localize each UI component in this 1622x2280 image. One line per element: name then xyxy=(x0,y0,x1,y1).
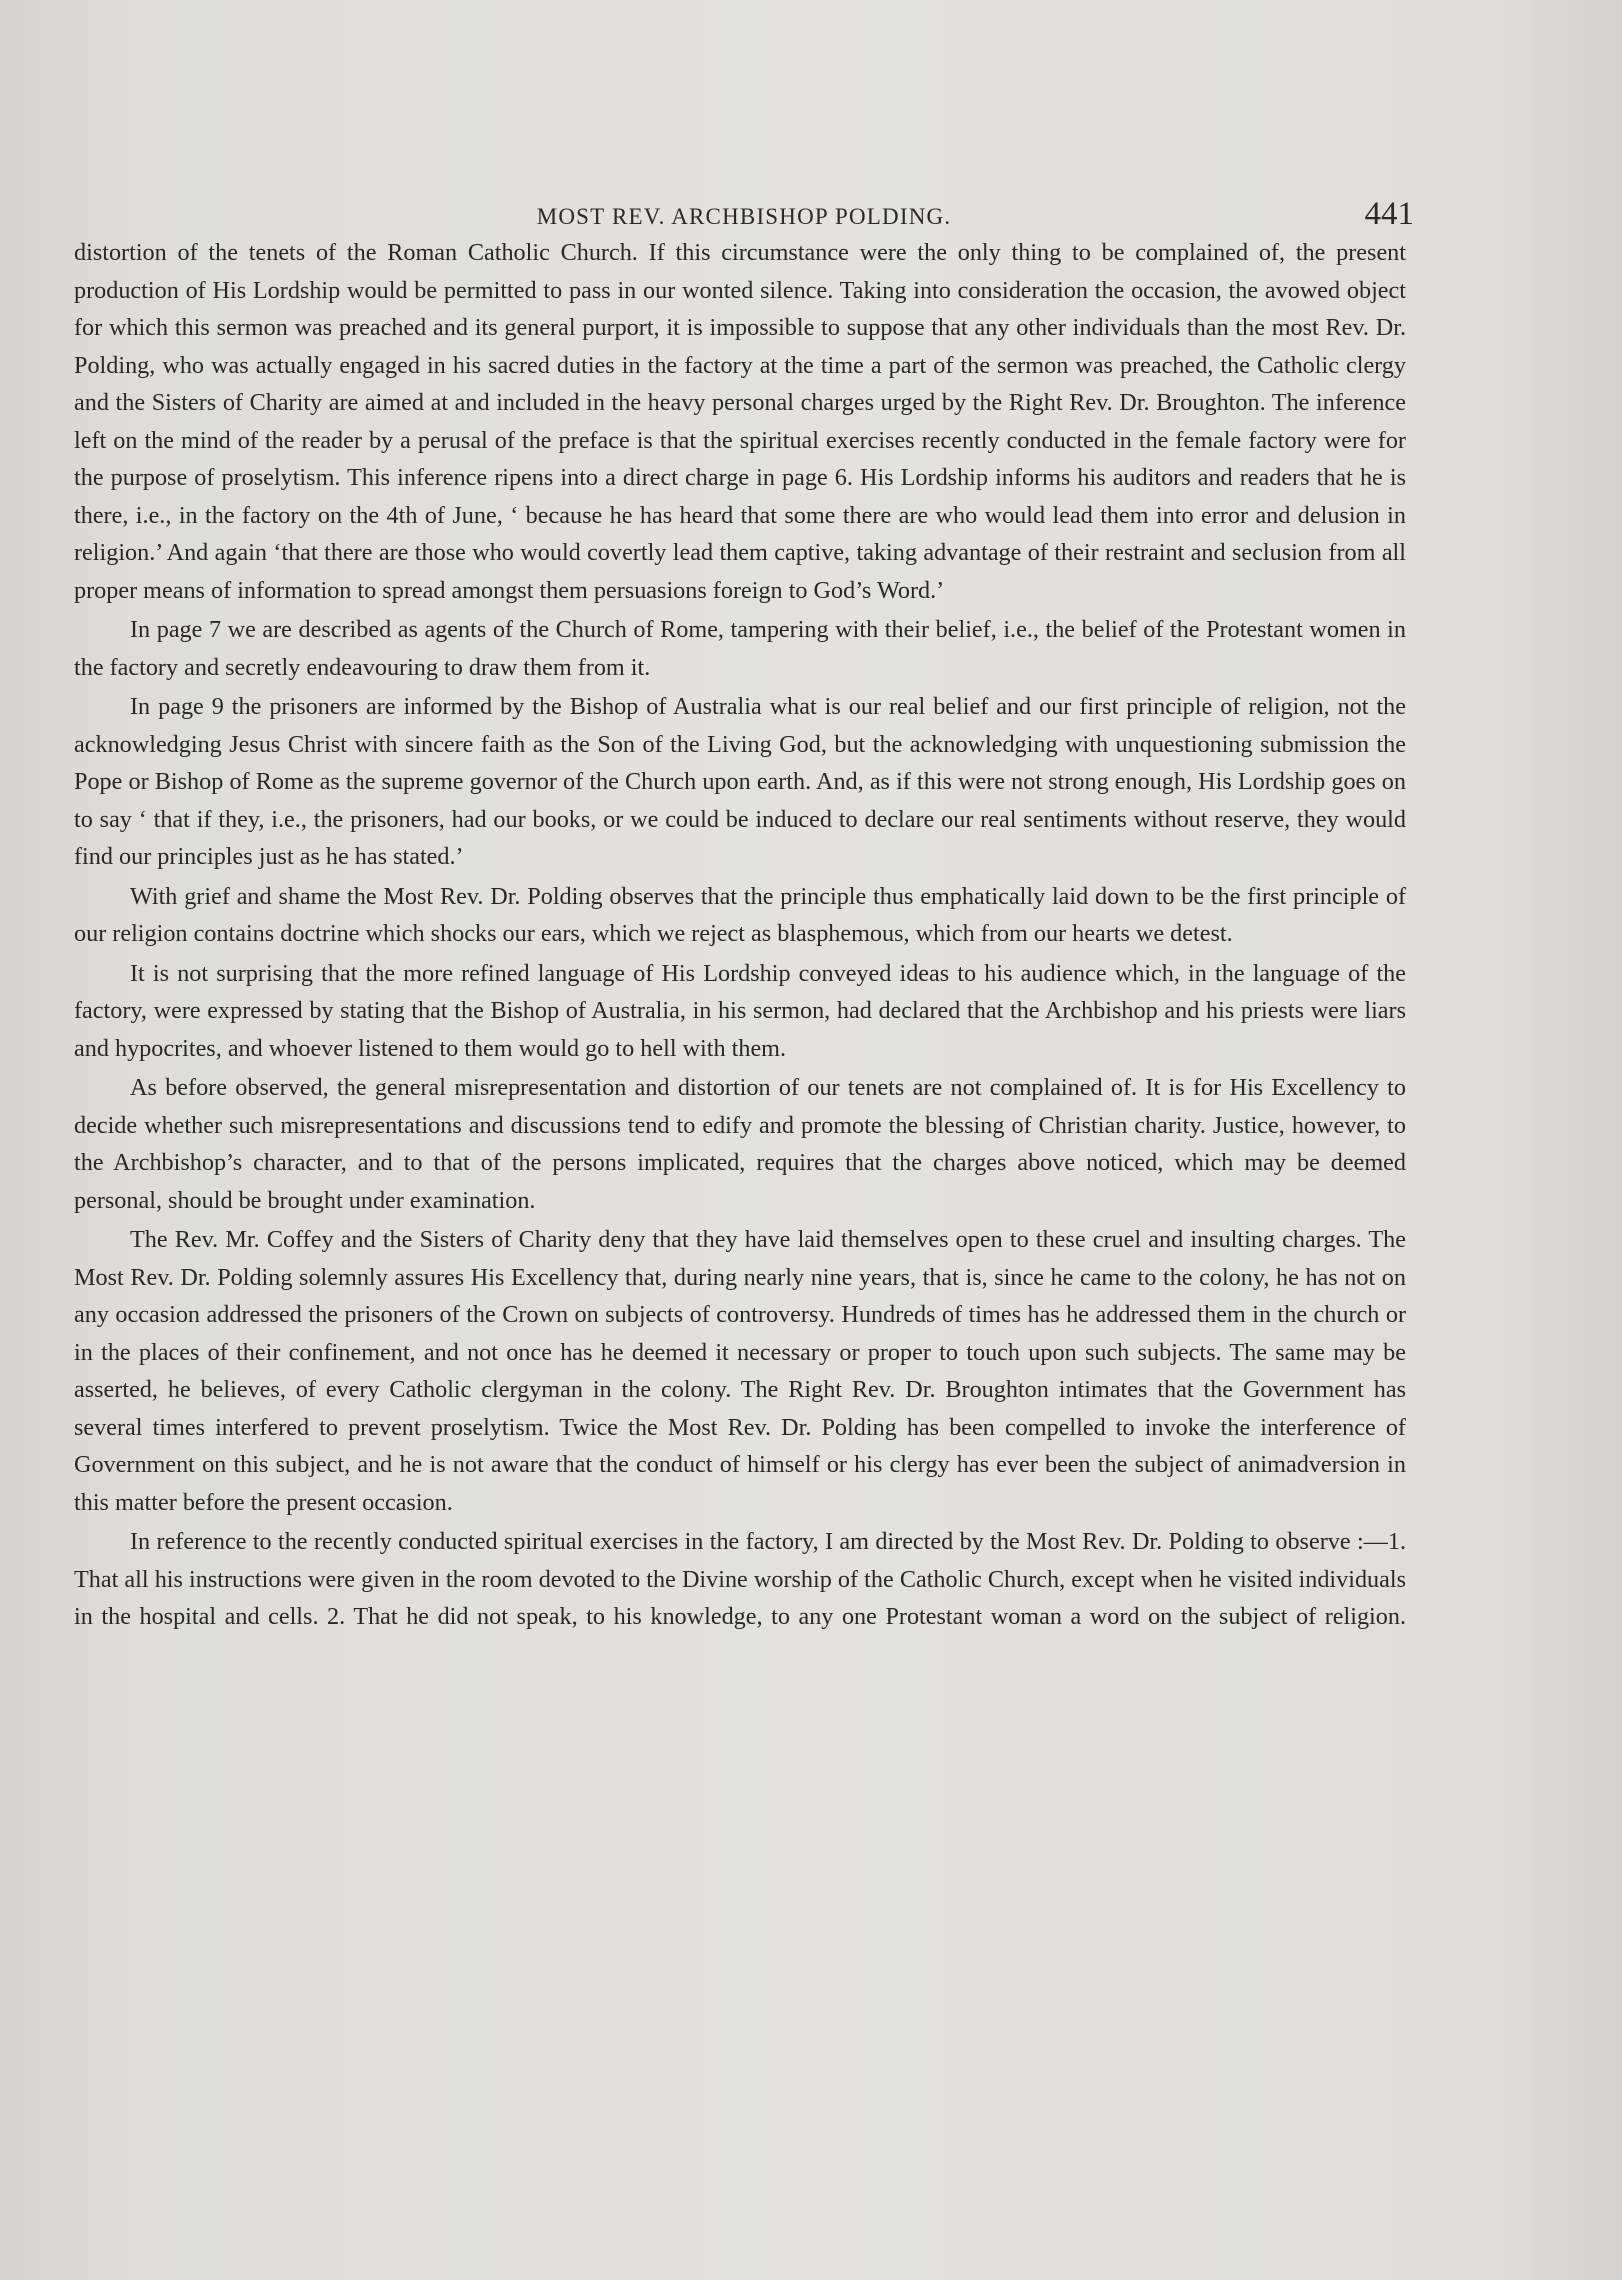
paragraph-page-9: In page 9 the prisoners are informed by the Bishop of Australia what is our real belief and our first principle of religion, not the acknowledging Jesus Christ with sincere faith as the Son of the Living God, but the acknowledging with unquestioning submission the Pope or Bishop of Rome as the supreme governor of the Church upon earth. And, as if this were not strong enough, His Lordship goes on to say ‘ that if they, i.e., the prisoners, had our books, or we could be induced to declare our real sentiments without reserve, they would find our principles just as he has stated.’ xyxy=(74,693,1406,870)
paragraph-coffey-sisters: The Rev. Mr. Coffey and the Sisters of Charity deny that they have laid themselves open to these cruel and insulting charges. The Most Rev. Dr. Polding solemnly assures His Excellency that, during nearly nine years, that is, since he came to the colony, he has not on any occasion addressed the prisoners of the Crown on subjects of controversy. Hundreds of times has he addressed them in the church or in the places of their confinement, and not once has he deemed it necessary or proper to touch upon such subjects. The same may be asserted, he believes, of every Catholic clergyman in the colony. The Right Rev. Dr. Broughton intimates that the Government has several times interfered to prevent proselytism. Twice the Most Rev. Dr. Polding has been compelled to invoke the interference of Government on this subject, and he is not aware that the conduct of himself or his clergy has ever been the subject of animadversion in this matter before the present occasion. xyxy=(74,1226,1406,1516)
paragraph-refined-language: It is not surprising that the more refined language of His Lordship conveyed ideas to his audience which, in the language of the factory, were expressed by stating that the Bishop of Australia, in his sermon, had declared that the Archbishop and his priests were liars and hypocrites, and whoever listened to them would go to hell with them. xyxy=(74,959,1406,1062)
running-head xyxy=(74,196,1414,236)
paragraph-page-7: In page 7 we are described as agents of the Church of Rome, tampering with their belief, i.e., the belief of the Protestant women in the factory and secretly endeavouring to draw them from it. xyxy=(74,616,1406,681)
paragraph-grief-and-shame: With grief and shame the Most Rev. Dr. Polding observes that the principle thus emphatically laid down to be the first principle of our religion contains doctrine which shocks our ears, which we reject as blasphemous, which from our hearts we detest. xyxy=(74,882,1406,947)
body-text xyxy=(74,234,1406,1636)
page-number: 441 xyxy=(1364,196,1414,232)
running-title: MOST REV. ARCHBISHOP POLDING. xyxy=(536,204,952,229)
paragraph-before-observed: As before observed, the general misrepresentation and distortion of our tenets are not complained of. It is for His Excellency to decide whether such misrepresentations and discussions tend to edify and promote the blessing of Christian charity. Justice, however, to the Archbishop’s character, and to that of the persons implicated, requires that the charges above noticed, which may be deemed personal, should be brought under examination. xyxy=(74,1074,1406,1214)
paragraph-continuation: distortion of the tenets of the Roman Catholic Church. If this circumstance were the only thing to be complained of, the present production of His Lordship would be permitted to pass in our wonted silence. Taking into consideration the occasion, the avowed object for which this sermon was preached and its general purport, it is impossible to suppose that any other individuals than the most Rev. Dr. Polding, who was actually engaged in his sacred duties in the factory at the time a part of the sermon was preached, the Catholic clergy and the Sisters of Charity are aimed at and included in the heavy personal charges urged by the Right Rev. Dr. Broughton. The inference left on the mind of the reader by a perusal of the preface is that the spiritual exercises recently conducted in the female factory were for the purpose of proselytism. This inference ripens into a direct charge in page 6. His Lordship informs his auditors and readers that he is there, i.e., in the factory on the 4th of June, ‘ because he has heard that some there are who would lead them into error and delusion in religion.’ And again ‘that there are those who would covertly lead them captive, taking advantage of their restraint and seclusion from all proper means of information to spread amongst them persuasions foreign to God’s Word.’ xyxy=(74,239,1406,604)
paragraph-spiritual-exercises: In reference to the recently conducted spiritual exercises in the factory, I am directed by the Most Rev. Dr. Polding to observe :—1. That all his instructions were given in the room devoted to the Divine worship of the Catholic Church, except when he visited individuals in the hospital and cells. 2. That he did not speak, to his knowledge, to any one Protestant woman a word on the subject of religion. xyxy=(74,1528,1406,1630)
